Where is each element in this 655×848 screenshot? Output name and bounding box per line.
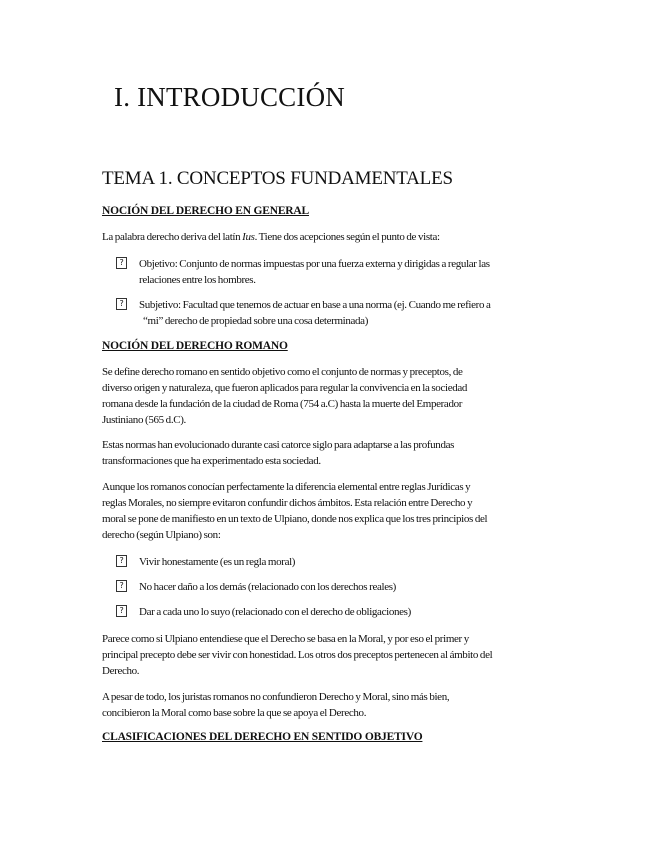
paragraph-line: diverso origen y naturaleza, que fueron aplicados para regular la convivencia en la sociedad — [102, 382, 468, 394]
paragraph-line: moral se pone de manifiesto en un texto de Ulpiano, donde nos explica que los tres principios del — [102, 513, 488, 525]
chapter-title: I. INTRODUCCIÓN — [114, 82, 345, 112]
paragraph — [102, 631, 554, 679]
intro-text-after: . Tiene dos acepciones según el punto de vista: — [254, 231, 440, 243]
intro-text-before: La palabra derecho deriva del latín — [102, 231, 243, 243]
paragraph-line: A pesar de todo, los juristas romanos no confundieron Derecho y Moral, sino más bien, — [102, 691, 450, 703]
paragraph-line: Se define derecho romano en sentido objetivo como el conjunto de normas y preceptos, de — [102, 366, 463, 378]
bullet-box-icon: ? — [116, 257, 127, 269]
paragraph — [102, 437, 554, 469]
bullet-item — [116, 297, 556, 329]
paragraph-line: transformaciones que ha experimentado esta sociedad. — [102, 455, 321, 467]
section-heading-clasificaciones: CLASIFICACIONES DEL DERECHO EN SENTIDO OBJETIVO — [102, 731, 423, 743]
bullet-text-line: No hacer daño a los demás (relacionado con los derechos reales) — [139, 581, 396, 593]
bullet-item — [116, 554, 556, 570]
bullet-box-icon: ? — [116, 605, 127, 617]
bullet-text-line: Vivir honestamente (es un regla moral) — [139, 556, 296, 568]
tema-title: TEMA 1. CONCEPTOS FUNDAMENTALES — [102, 168, 453, 189]
bullet-item — [116, 256, 556, 288]
paragraph-line: Derecho. — [102, 665, 140, 677]
paragraph-line: concibieron la Moral como base sobre la que se apoya el Derecho. — [102, 707, 367, 719]
bullet-text-line: Dar a cada uno lo suyo (relacionado con el derecho de obligaciones) — [139, 606, 411, 618]
bullet-text-line: relaciones entre los hombres. — [139, 274, 256, 286]
paragraph — [102, 479, 554, 543]
paragraph-line: Aunque los romanos conocían perfectamente la diferencia elemental entre reglas Jurídicas y — [102, 481, 471, 493]
paragraph — [102, 364, 554, 428]
paragraph-line: Justiniano (565 d.C). — [102, 414, 186, 426]
bullet-item — [116, 579, 556, 595]
paragraph-line: Parece como si Ulpiano entendiese que el Derecho se basa en la Moral, y por eso el primer y — [102, 633, 469, 645]
paragraph — [102, 689, 554, 721]
bullet-text-line: Objetivo: Conjunto de normas impuestas por una fuerza externa y dirigidas a regular las — [139, 258, 490, 270]
paragraph-line: derecho (según Ulpiano) son: — [102, 529, 221, 541]
intro-italic-ius: Ius — [242, 231, 255, 243]
section-heading-derecho-romano: NOCIÓN DEL DERECHO ROMANO — [102, 340, 288, 352]
bullet-box-icon: ? — [116, 555, 127, 567]
bullet-box-icon: ? — [116, 298, 127, 310]
paragraph-line: principal precepto debe ser vivir con honestidad. Los otros dos preceptos pertenecen al ámbito del — [102, 649, 493, 661]
section-heading-derecho-general: NOCIÓN DEL DERECHO EN GENERAL — [102, 205, 309, 217]
bullet-text-line: “mi” derecho de propiedad sobre una cosa determinada) — [143, 315, 369, 327]
paragraph-line: reglas Morales, no siempre evitaron confundir dichos ámbitos. Esta relación entre Derecho y — [102, 497, 473, 509]
paragraph-line: romana desde la fundación de la ciudad de Roma (754 a.C) hasta la muerte del Emperador — [102, 398, 463, 410]
intro-paragraph — [102, 229, 554, 245]
bullet-item — [116, 604, 556, 620]
bullet-text-line: Subjetivo: Facultad que tenemos de actuar en base a una norma (ej. Cuando me refiero a — [139, 299, 491, 311]
paragraph-line: Estas normas han evolucionado durante casi catorce siglo para adaptarse a las profundas — [102, 439, 455, 451]
bullet-box-icon: ? — [116, 580, 127, 592]
